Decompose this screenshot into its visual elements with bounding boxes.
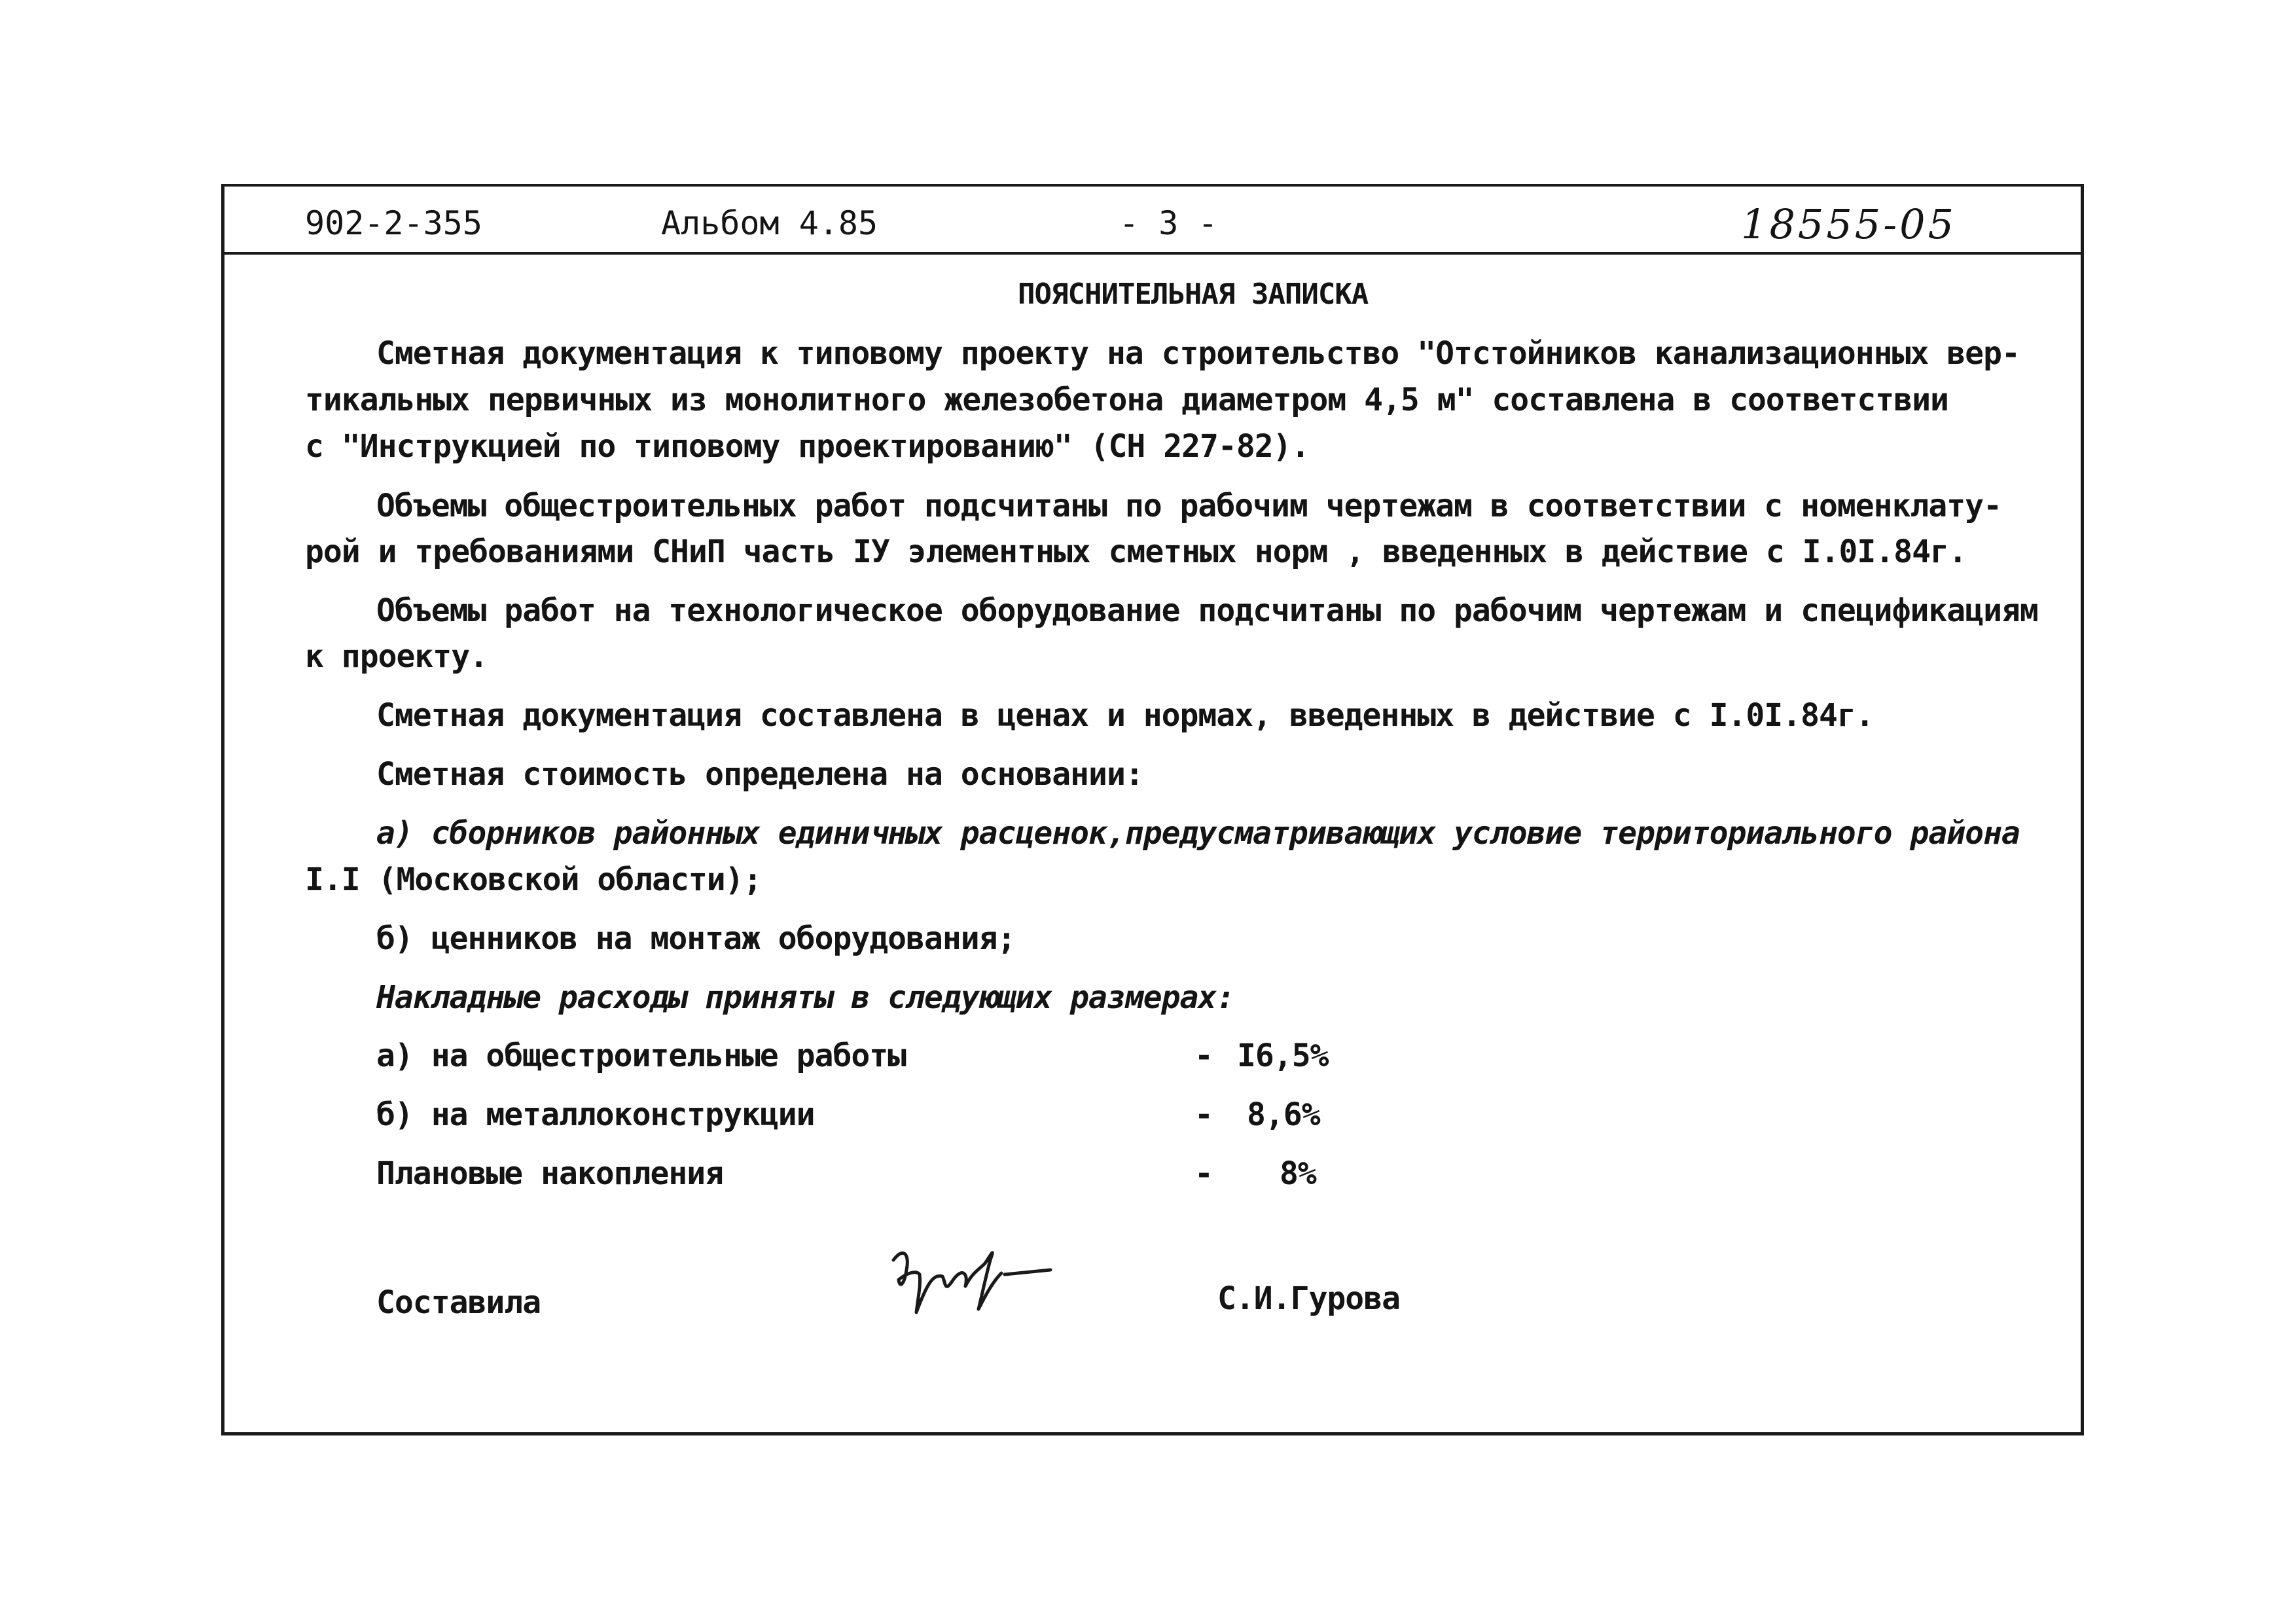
compiled-by-label: Составила bbox=[376, 1284, 541, 1321]
paragraph-8: Накладные расходы приняты в следующих размерах: bbox=[376, 979, 1235, 1016]
compiler-name: С.И.Гурова bbox=[1217, 1280, 1400, 1317]
page-title: ПОЯСНИТЕЛЬНАЯ ЗАПИСКА bbox=[1018, 278, 1369, 311]
paragraph-2-line-1: Объемы общестроительных работ подсчитаны по рабочим чертежам в соответствии с номенклату- bbox=[376, 488, 2001, 524]
paragraph-4: Сметная документация составлена в ценах и нормах, введенных в действие с I.0I.84г. bbox=[376, 697, 1874, 734]
paragraph-5: Сметная стоимость определена на основании: bbox=[376, 756, 1143, 793]
paragraph-3-line-1: Объемы работ на технологическое оборудование подсчитаны по рабочим чертежам и спецификациям bbox=[376, 592, 2038, 629]
rate-label-planned-savings: Плановые накопления bbox=[376, 1155, 724, 1192]
album-label: Альбом 4.85 bbox=[661, 204, 878, 242]
paragraph-1-line-3: с "Инструкцией по типовому проектированию" (СН 227-82). bbox=[305, 428, 1310, 465]
header-divider bbox=[221, 252, 2084, 255]
rate-value-metal-structures: 8,6% bbox=[1247, 1096, 1320, 1133]
paragraph-2-line-2: рой и требованиями СНиП часть IУ элементных сметных норм , введенных в действие с I.0I.84г. bbox=[305, 533, 1967, 570]
paragraph-7: б) ценников на монтаж оборудования; bbox=[376, 920, 1016, 957]
rate-value-general-construction: I6,5% bbox=[1237, 1038, 1329, 1074]
page-number: - 3 - bbox=[1119, 204, 1218, 242]
paragraph-6-line-1: а) сборников районных единичных расценок,предусматривающих условие территориального района bbox=[376, 815, 2020, 852]
paragraph-1-line-2: тикальных первичных из монолитного железобетона диаметром 4,5 м" составлена в соответствии bbox=[305, 382, 1948, 418]
rate-value-planned-savings: 8% bbox=[1280, 1155, 1316, 1192]
rate-dash: - bbox=[1194, 1155, 1213, 1192]
rate-label-general-construction: а) на общестроительные работы bbox=[376, 1038, 906, 1074]
rate-label-metal-structures: б) на металлоконструкции bbox=[376, 1096, 815, 1133]
paragraph-6-line-2: I.I (Московской области); bbox=[305, 861, 762, 898]
handwritten-registration-number: 18555-05 bbox=[1741, 200, 1957, 248]
document-code: 902-2-355 bbox=[305, 204, 482, 242]
rate-dash: - bbox=[1194, 1038, 1213, 1074]
rate-dash: - bbox=[1194, 1096, 1213, 1133]
paragraph-3-line-2: к проекту. bbox=[305, 638, 488, 675]
handwritten-signature bbox=[880, 1234, 1077, 1326]
paragraph-1-line-1: Сметная документация к типовому проекту на строительство "Отстойников канализационных вер- bbox=[376, 335, 2020, 372]
